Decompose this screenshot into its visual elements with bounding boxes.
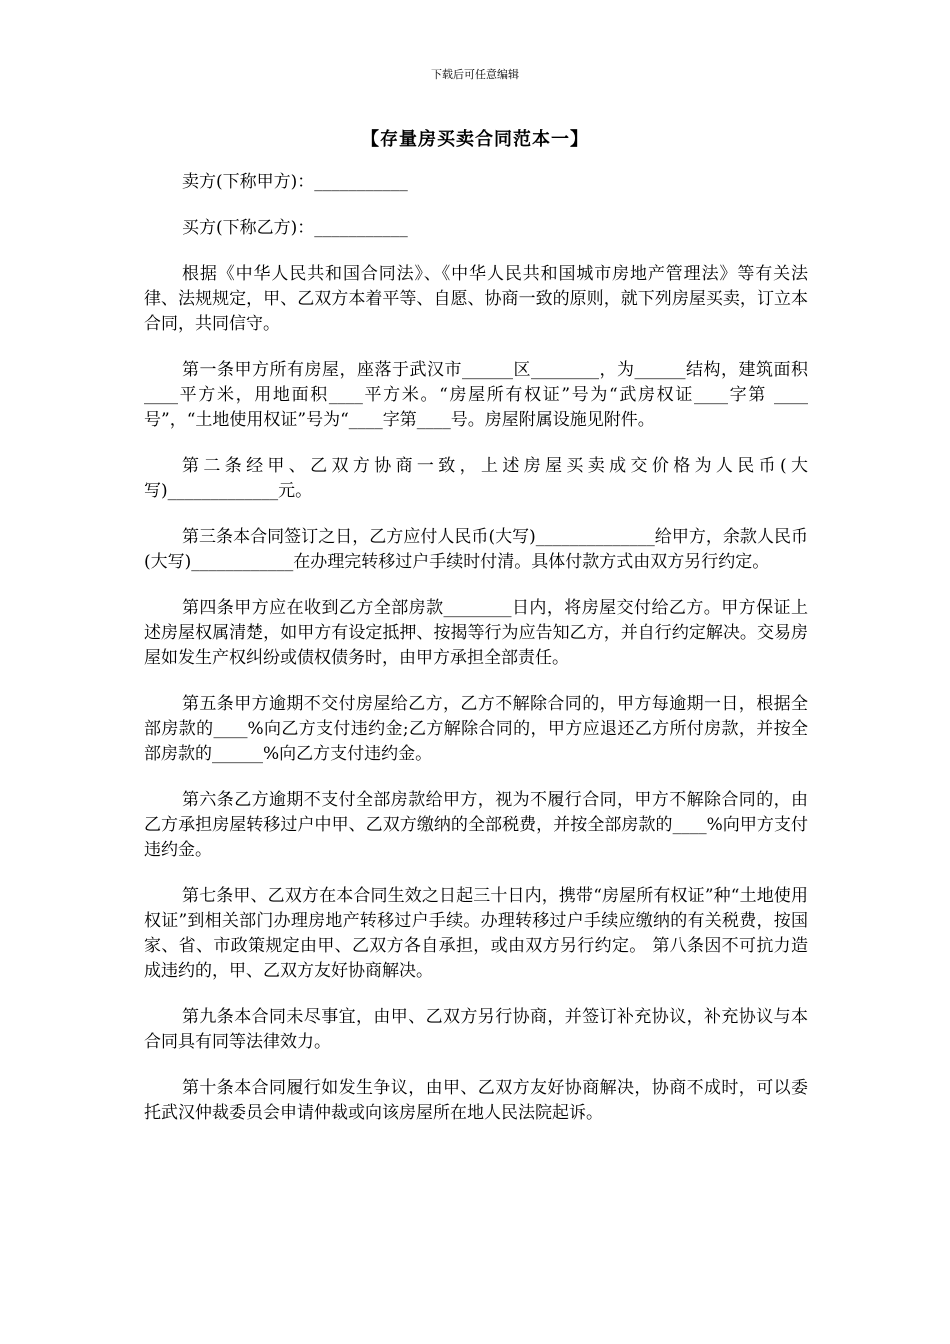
article-2: 第二条经甲、乙双方协商一致，上述房屋买卖成交价格为人民币(大写)_____________元。 — [144, 456, 808, 501]
buyer-line: 买方(下称乙方)：___________ — [182, 218, 408, 238]
document-title: 【存量房买卖合同范本一】 — [361, 129, 589, 150]
article-3: 第三条本合同签订之日，乙方应付人民币(大写)______________给甲方，余款人民币(大写)____________在办理完转移过户手续时付清。具体付款方式由双方另行约定。 — [144, 527, 808, 572]
article-5: 第五条甲方逾期不交付房屋给乙方，乙方不解除合同的，甲方每逾期一日，根据全部房款的____%向乙方支付违约金;乙方解除合同的，甲方应退还乙方所付房款，并按全部房款的______%向乙方支付违约金。 — [144, 694, 808, 764]
article-1: 第一条甲方所有房屋，座落于武汉市______区________，为______结构，建筑面积____平方米，用地面积____平方米。“房屋所有权证”号为“武房权证____字第 ____号”，“土地使用权证”号为“____字第____号。房屋附属设施见附件。 — [144, 360, 808, 430]
article-4: 第四条甲方应在收到乙方全部房款________日内，将房屋交付给乙方。甲方保证上述房屋权属清楚，如甲方有设定抵押、按揭等行为应告知乙方，并自行约定解决。交易房屋如发生产权纠纷或债权债务时，由甲方承担全部责任。 — [144, 598, 808, 668]
article-6: 第六条乙方逾期不支付全部房款给甲方，视为不履行合同，甲方不解除合同的，由乙方承担房屋转移过户中甲、乙双方缴纳的全部税费，并按全部房款的____%向甲方支付违约金。 — [144, 790, 808, 860]
seller-line: 卖方(下称甲方)：___________ — [182, 172, 408, 192]
document-body — [144, 170, 808, 1147]
article-9: 第九条本合同未尽事宜，由甲、乙双方另行协商，并签订补充协议，补充协议与本合同具有同等法律效力。 — [144, 1007, 808, 1052]
download-note: 下载后可任意编辑 — [431, 68, 519, 81]
article-7-8: 第七条甲、乙双方在本合同生效之日起三十日内，携带“房屋所有权证”种“土地使用权证”到相关部门办理房地产转移过户手续。办理转移过户手续应缴纳的有关税费，按国家、省、市政策规定由甲、乙双方各自承担，或由双方另行约定。 第八条因不可抗力造成违约的，甲、乙双方友好协商解决。 — [144, 886, 808, 981]
preamble-paragraph: 根据《中华人民共和国合同法》、《中华人民共和国城市房地产管理法》等有关法律、法规规定，甲、乙双方本着平等、自愿、协商一致的原则，就下列房屋买卖，订立本合同，共同信守。 — [144, 264, 808, 334]
article-10: 第十条本合同履行如发生争议，由甲、乙双方友好协商解决，协商不成时，可以委托武汉仲裁委员会申请仲裁或向该房屋所在地人民法院起诉。 — [144, 1078, 808, 1123]
